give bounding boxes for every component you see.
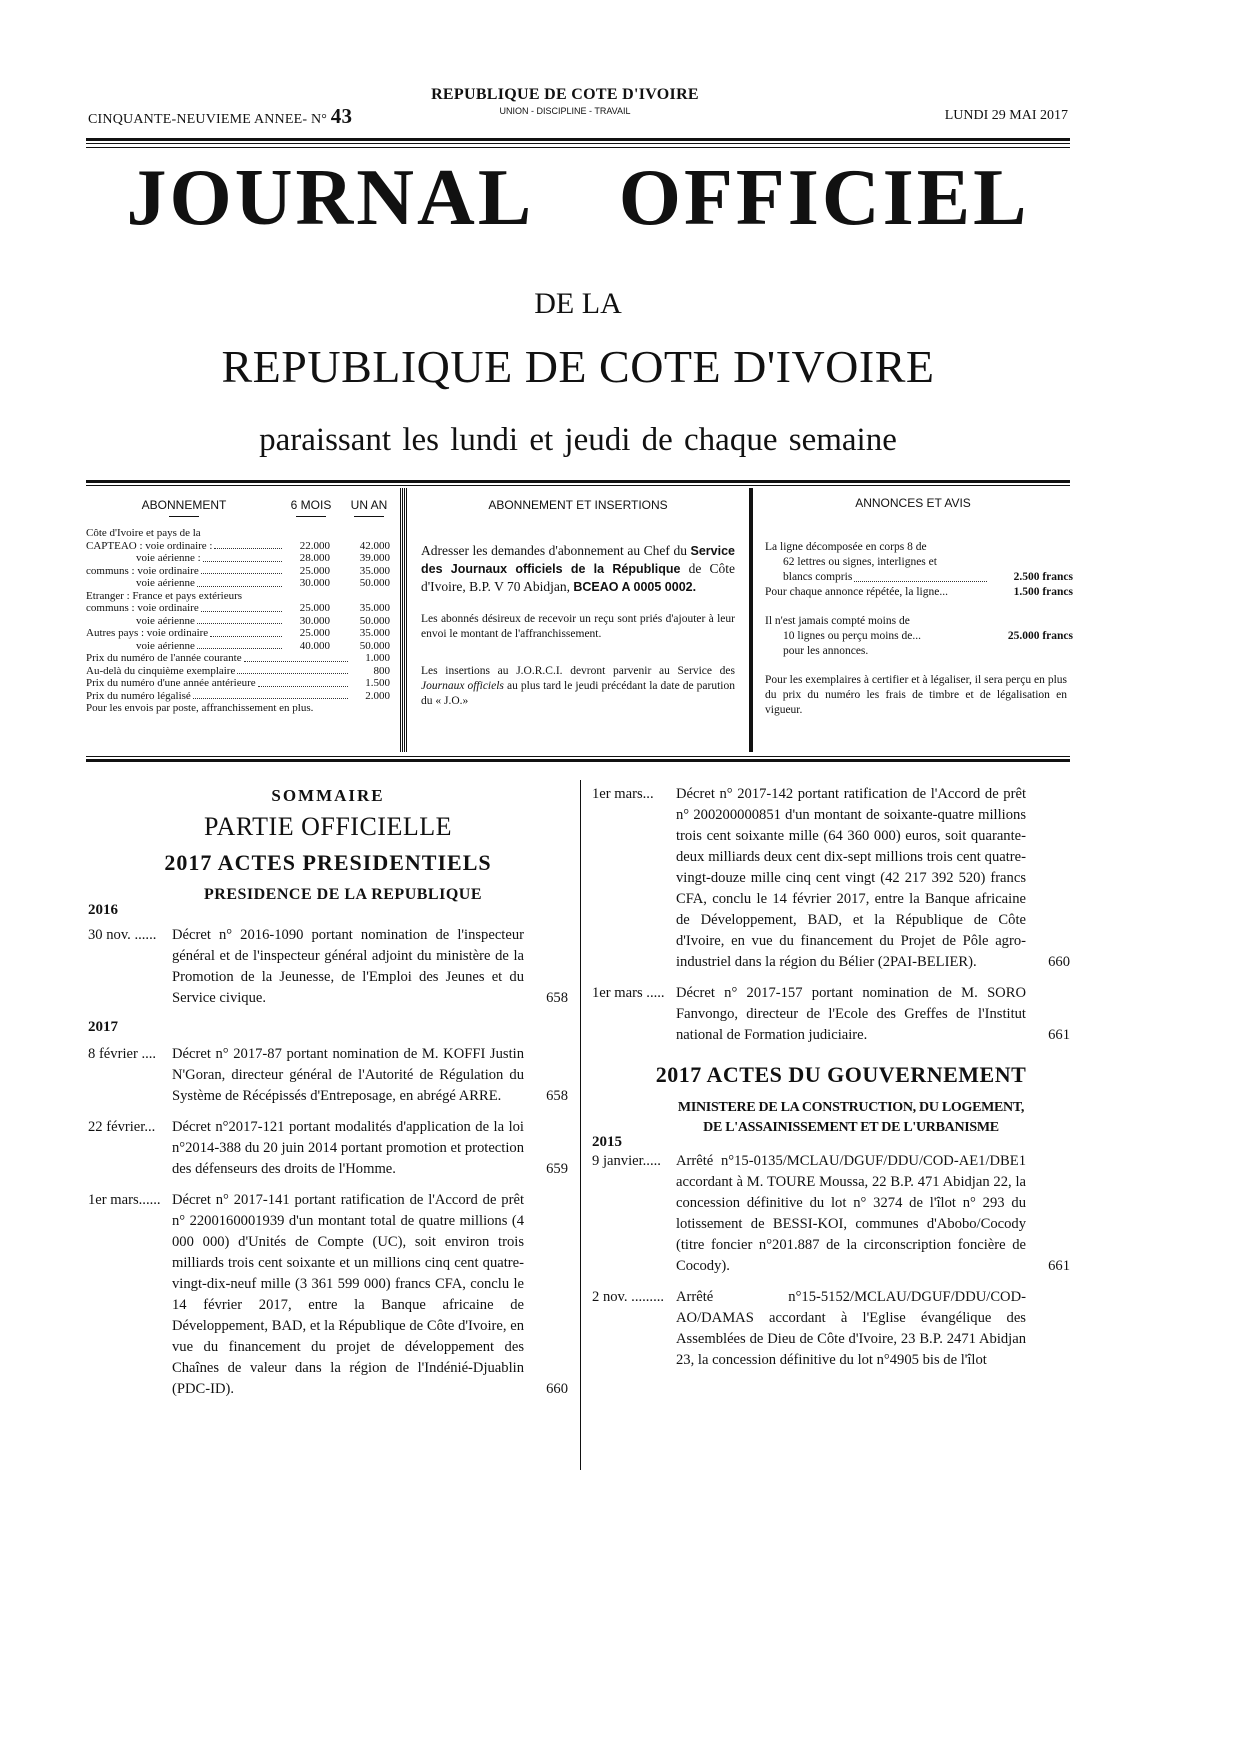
- rate-label: communs : voie ordinaire: [86, 602, 199, 614]
- subscription-rate-row: [86, 540, 400, 553]
- motto: UNION - DISCIPLINE - TRAVAIL: [499, 106, 631, 116]
- single-price-row: [86, 652, 400, 665]
- entry-date: 9 janvier.....: [592, 1153, 661, 1169]
- entry-page: 661: [1048, 1258, 1070, 1274]
- entry-page: 660: [1048, 954, 1070, 970]
- insertions-p1-a: Adresser les demandes d'abonnement au Chef du: [421, 543, 687, 558]
- entry-text: Arrêté n°15-0135/MCLAU/DGUF/DDU/COD-AE1/DBE1 accordant à M. TOURE Moussa, 22 B.P. 471 Abidjan 22, la concession définitive du lot n° 3274 de l'îlot n° 293 du lotissement de BESSI-KOI, communes d'Abobo/Cocody (titre foncier n°201.887 de la circonscription foncière de Cocody).: [676, 1153, 1026, 1274]
- info-rule-top-thin: [86, 485, 1070, 486]
- rate-6mois: [284, 590, 330, 603]
- year-2017: 2017: [88, 1019, 118, 1035]
- entry-date: 1er mars .....: [592, 985, 665, 1001]
- entry-date: 2 nov. .........: [592, 1289, 665, 1305]
- subscription-rate-row: [86, 527, 400, 540]
- entry-text: Décret n°2017-121 portant modalités d'application de la loi n°2014-388 du 20 juin 2014 portant promotion et protection des défenseurs des droits de l'Homme.: [172, 1119, 524, 1177]
- subscription-rate-row: [86, 615, 400, 628]
- rate-label: voie aérienne: [136, 639, 195, 652]
- subscription-footer: Pour les envois par poste, affranchissement en plus.: [86, 702, 314, 714]
- ministere-l2: DE L'ASSAINISSEMENT ET DE L'URBANISME: [703, 1120, 999, 1135]
- entry-date: 30 nov. ......: [88, 927, 157, 943]
- edition-prefix: CINQUANTE-NEUVIEME ANNEE- N°: [88, 112, 328, 127]
- country-name: REPUBLIQUE DE COTE D'IVOIRE: [431, 86, 699, 103]
- top-rule-thin-2: [86, 147, 1070, 148]
- year-2015: 2015: [592, 1134, 622, 1150]
- subscription-rate-row: [86, 577, 400, 590]
- annonces-l6-row: [753, 629, 1073, 644]
- rate-6mois: [284, 527, 330, 540]
- subscription-rate-row: [86, 590, 400, 603]
- entry-text: Décret n° 2017-157 portant nomination de M. SORO Fanvongo, directeur de l'Ecole des Greffes de l'Institut national de Formation judiciaire.: [676, 985, 1026, 1043]
- entry-page: 660: [546, 1381, 568, 1397]
- subscription-box: [86, 488, 403, 752]
- subscription-rate-row: [86, 627, 400, 640]
- sommaire-left-column: [88, 786, 568, 1410]
- actes-gouvernement: 2017 ACTES DU GOUVERNEMENT: [655, 1062, 1027, 1087]
- sommaire-entry: [592, 784, 1070, 973]
- annonces-l7: pour les annonces.: [783, 645, 869, 657]
- price-value: 2.000: [365, 689, 390, 702]
- insertions-p3-b: au plus tard le jeudi précédant la date de parution du « J.O.»: [421, 680, 736, 707]
- masthead-frequency: paraissant les lundi et jeudi de chaque semaine: [259, 422, 897, 458]
- insertions-box: [404, 488, 752, 752]
- annonces-l4: Pour chaque annonce répétée, la ligne...: [765, 586, 948, 598]
- annonces-l6-price: 25.000 francs: [1007, 630, 1073, 642]
- sommaire-entry: [88, 1044, 568, 1107]
- rate-6mois: 25.000: [299, 602, 330, 614]
- subscription-rate-row: [86, 552, 400, 565]
- rate-an: 50.000: [359, 639, 390, 652]
- subscription-an: UN AN: [350, 498, 388, 512]
- column-divider: [580, 780, 581, 1470]
- country-header: [380, 86, 750, 116]
- price-value: 1.500: [365, 677, 390, 689]
- presidence-heading: PRESIDENCE DE LA REPUBLIQUE: [204, 886, 482, 903]
- sommaire-entry: [592, 983, 1070, 1046]
- masthead-republic: REPUBLIQUE DE COTE D'IVOIRE: [221, 341, 935, 392]
- rate-6mois: 28.000: [299, 552, 330, 564]
- insertions-address: [407, 542, 749, 596]
- partie-officielle: PARTIE OFFICIELLE: [204, 812, 452, 841]
- rate-label: Autres pays : voie ordinaire: [86, 627, 209, 639]
- rate-6mois: 40.000: [299, 639, 330, 652]
- sommaire-entry: [592, 1151, 1070, 1277]
- sommaire-entry: [88, 1190, 568, 1400]
- rate-6mois: 30.000: [299, 577, 330, 589]
- insertions-p3-a: Les insertions au J.O.R.C.I. devront parvenir au Service des: [421, 665, 735, 677]
- single-prices: [86, 652, 400, 702]
- rate-an: 35.000: [359, 602, 390, 614]
- insertions-p1-bold: Service des Journaux officiels de la République: [421, 544, 735, 576]
- rate-an: 50.000: [359, 577, 390, 589]
- rate-an: 35.000: [359, 627, 390, 639]
- rate-an: 42.000: [359, 539, 390, 552]
- annonces-l8: Pour les exemplaires à certifier et à légaliser, il sera perçu en plus du prix du numéro les frais de timbre et de légalisation en vigueur.: [765, 674, 1067, 716]
- rate-label: voie aérienne: [136, 614, 195, 627]
- ministere-l1: MINISTERE DE LA CONSTRUCTION, DU LOGEMENT,: [677, 1100, 1025, 1115]
- annonces-l3-price: 2.500 francs: [1013, 571, 1073, 583]
- rate-label: CAPTEAO : voie ordinaire :: [86, 539, 213, 552]
- entry-text: Arrêté n°15-5152/MCLAU/DGUF/DDU/COD-AO/DAMAS accordant à l'Eglise évangélique des Assemblées de Dieu de Côte d'Ivoire, 23 B.P. 2471 Abidjan 23, la concession définitive du lot n°4905 bis de l'îlot: [676, 1289, 1026, 1368]
- entry-date: 1er mars...: [592, 786, 654, 802]
- info-rule-bottom-thin: [86, 756, 1070, 757]
- insertions-account: BCEAO A 0005 0002.: [573, 580, 697, 594]
- entries-2017: [88, 1044, 568, 1400]
- entry-date: 8 février ....: [88, 1046, 157, 1062]
- annonces-l2: 62 lettres ou signes, interlignes et: [783, 556, 937, 568]
- sommaire-entry: [88, 1117, 568, 1180]
- entry-text: Décret n° 2017-141 portant ratification de l'Accord de prêt n° 2200160001939 d'un montant total de quatre millions (4 000 000) d'Unités de Compte (UC), soit environ trois milliards trois cent soixante et un millions cinq cent quatre-vingt-dix-neuf mille (3 361 599 000) francs CFA, conclu le 14 février 2017, entre la Banque africaine de Développement, BAD, et la République de Côte d'Ivoire, en vue du financement du projet de développement des Chaînes de valeur dans la région de l'Indénié-Djuablin (PDC-ID).: [172, 1192, 524, 1397]
- sommaire-right-column: [592, 784, 1070, 1381]
- rate-6mois: 22.000: [299, 539, 330, 552]
- masthead-de-la: DE LA: [534, 287, 622, 320]
- annonces-heading: ANNONCES ET AVIS: [855, 496, 971, 510]
- entries-gov: [592, 1151, 1070, 1371]
- single-price-row: [86, 690, 400, 703]
- masthead-title: [86, 154, 1070, 242]
- rate-label: communs : voie ordinaire: [86, 564, 199, 577]
- annonces-l4-price: 1.500 francs: [1013, 586, 1073, 598]
- rate-an: [330, 527, 400, 540]
- insertions-heading: ABONNEMENT ET INSERTIONS: [488, 498, 668, 512]
- annonces-box: [750, 488, 1073, 752]
- subscription-rate-row: [86, 602, 400, 615]
- rate-an: [330, 590, 400, 603]
- price-value: 800: [373, 664, 390, 677]
- price-value: 1.000: [365, 652, 390, 664]
- entry-date: 1er mars......: [88, 1192, 161, 1208]
- top-rule-thin: [86, 143, 1070, 144]
- annonces-l5: Il n'est jamais compté moins de: [765, 615, 910, 627]
- info-rule-bottom: [86, 759, 1070, 762]
- subscription-rate-row: [86, 565, 400, 578]
- issue-date: LUNDI 29 MAI 2017: [944, 108, 1068, 123]
- annonces-l6: 10 lignes ou perçu moins de...: [783, 630, 921, 642]
- entry-text: Décret n° 2017-87 portant nomination de M. KOFFI Justin N'Goran, directeur général de l'Autorité de Régulation du Système de Récépissés d'Entreposage, en abrégé ARRE.: [172, 1046, 524, 1104]
- entries-right: [592, 784, 1070, 1046]
- entry-date: 22 février...: [88, 1119, 156, 1135]
- price-label: Prix du numéro légalisé: [86, 689, 191, 702]
- edition-label: [88, 104, 352, 129]
- sommaire-entry: [88, 925, 568, 1009]
- insertions-deadline: [407, 664, 749, 709]
- masthead-word-2: OFFICIEL: [618, 154, 1030, 242]
- single-price-row: [86, 665, 400, 678]
- top-rule-thick: [86, 138, 1070, 141]
- subscription-heading: ABONNEMENT: [141, 498, 227, 512]
- entry-page: 658: [546, 990, 568, 1006]
- entries-2016: [88, 925, 568, 1009]
- rate-an: 50.000: [359, 614, 390, 627]
- rate-6mois: 25.000: [299, 627, 330, 639]
- rate-label: voie aérienne :: [136, 552, 201, 564]
- actes-presidentiels: 2017 ACTES PRESIDENTIELS: [164, 850, 492, 875]
- rate-6mois: 25.000: [299, 564, 330, 577]
- entry-text: Décret n° 2017-142 portant ratification de l'Accord de prêt n° 200200000851 d'un montant de soixante-quatre millions trois cent soixante mille (64 360 000) euros, soit quarante-deux milliards deux cent dix-sept millions trois cent quatre-vingt-douze mille cinq cent vingt (42 217 392 520) francs CFA, conclu le 14 février 2017, entre la Banque africaine de Développement, BAD, et la République de Côte d'Ivoire, en vue du financement du Projet de Pôle agro-industriel dans la région du Bélier (2PAI-BELIER).: [676, 786, 1026, 970]
- masthead-word-1: JOURNAL: [126, 154, 530, 242]
- sommaire-entry: [592, 1287, 1070, 1371]
- single-price-row: [86, 677, 400, 690]
- price-label: Prix du numéro d'une année antérieure: [86, 677, 256, 689]
- insertions-p3-italic: Journaux officiels: [421, 680, 504, 692]
- annonces-l1: La ligne décomposée en corps 8 de: [765, 541, 927, 553]
- rate-label: Côte d'Ivoire et pays de la: [86, 527, 201, 539]
- subscription-rates: [86, 527, 400, 652]
- rate-label: voie aérienne: [136, 577, 195, 589]
- entry-page: 661: [1048, 1027, 1070, 1043]
- entry-text: Décret n° 2016-1090 portant nomination de l'inspecteur général et de l'inspecteur général adjoint du ministère de la Promotion de la Jeunesse, de l'Emploi des Jeunes et du Service civique.: [172, 927, 524, 1006]
- entry-page: 659: [546, 1161, 568, 1177]
- rate-an: 39.000: [359, 552, 390, 564]
- price-label: Prix du numéro de l'année courante: [86, 652, 242, 664]
- year-2016: 2016: [88, 902, 118, 918]
- entry-page: 658: [546, 1088, 568, 1104]
- annonces-l3-row: [753, 570, 1073, 585]
- rate-6mois: 30.000: [299, 614, 330, 627]
- insertions-p1-b: de Côte d'Ivoire, B.P. V 70 Abidjan,: [421, 561, 735, 594]
- annonces-l4-row: [753, 585, 1073, 600]
- price-label: Au-delà du cinquième exemplaire: [86, 664, 236, 677]
- edition-number: 43: [330, 104, 353, 128]
- sommaire-title: SOMMAIRE: [271, 786, 385, 805]
- rate-an: 35.000: [359, 564, 390, 577]
- subscription-rate-row: [86, 640, 400, 653]
- insertions-receipt: Les abonnés désireux de recevoir un reçu sont priés d'ajouter à leur envoi le montant de l'affranchissement.: [421, 613, 735, 640]
- subscription-6mois: 6 MOIS: [290, 498, 332, 512]
- info-rule-top: [86, 480, 1070, 483]
- rate-label: Etranger : France et pays extérieurs: [86, 589, 243, 602]
- annonces-l3: blancs compris: [783, 571, 853, 583]
